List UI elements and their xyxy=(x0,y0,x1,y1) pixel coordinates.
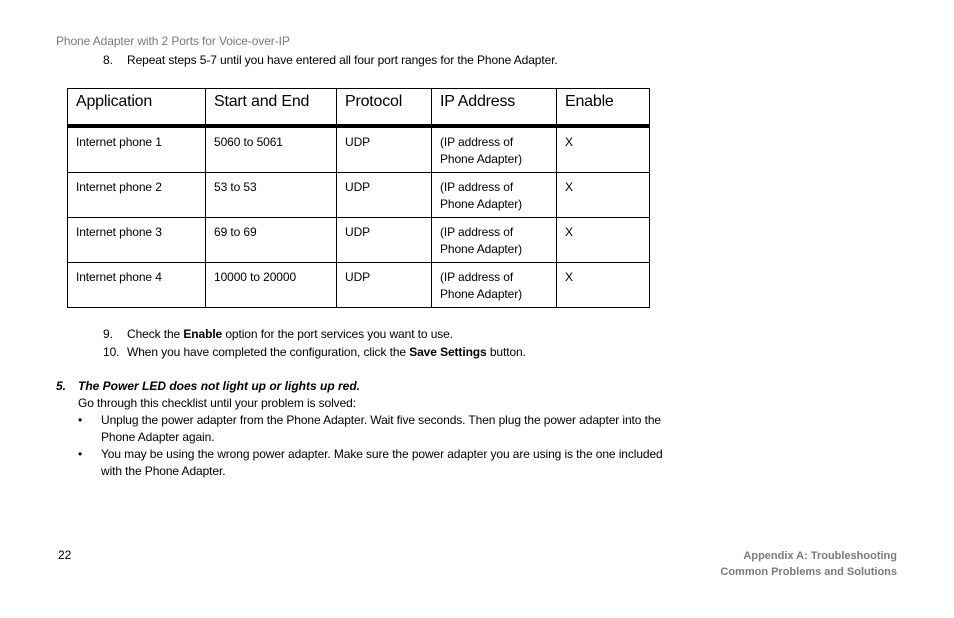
step-9 xyxy=(103,327,453,341)
table-header-row xyxy=(68,89,650,127)
cell-ip-address: (IP address of Phone Adapter) xyxy=(432,126,557,173)
problem-intro: Go through this checklist until your problem is solved: xyxy=(78,396,356,410)
table-row xyxy=(68,126,650,173)
cell-enable: X xyxy=(557,263,650,308)
column-header-ip-address: IP Address xyxy=(432,89,557,127)
table-row xyxy=(68,218,650,263)
problem-title: The Power LED does not light up or lights up red. xyxy=(78,379,360,393)
cell-start-end: 10000 to 20000 xyxy=(206,263,337,308)
cell-ip-address: (IP address of Phone Adapter) xyxy=(432,263,557,308)
cell-start-end: 53 to 53 xyxy=(206,173,337,218)
step-number: 10. xyxy=(103,345,120,359)
list-item-text: You may be using the wrong power adapter. Make sure the power adapter you are using is the one included with the Phone Adapter. xyxy=(101,447,663,478)
step-text-bold: Save Settings xyxy=(409,345,487,359)
cell-application: Internet phone 2 xyxy=(68,173,206,218)
footer-section: Common Problems and Solutions xyxy=(720,566,897,578)
cell-application: Internet phone 1 xyxy=(68,126,206,173)
cell-start-end: 69 to 69 xyxy=(206,218,337,263)
checklist xyxy=(78,412,678,480)
cell-ip-address: (IP address of Phone Adapter) xyxy=(432,218,557,263)
column-header-protocol: Protocol xyxy=(337,89,432,127)
table-row xyxy=(68,263,650,308)
step-text-post: option for the port services you want to use. xyxy=(222,327,453,341)
step-text-bold: Enable xyxy=(183,327,223,341)
bullet-icon: • xyxy=(78,413,83,427)
bullet-icon: • xyxy=(78,447,83,461)
list-item xyxy=(78,412,678,446)
cell-protocol: UDP xyxy=(337,263,432,308)
footer-chapter: Appendix A: Troubleshooting xyxy=(743,550,897,562)
cell-enable: X xyxy=(557,173,650,218)
step-number: 9. xyxy=(103,327,113,341)
port-range-table xyxy=(67,88,650,308)
page-number: 22 xyxy=(58,548,72,562)
cell-protocol: UDP xyxy=(337,173,432,218)
cell-protocol: UDP xyxy=(337,218,432,263)
cell-protocol: UDP xyxy=(337,126,432,173)
cell-enable: X xyxy=(557,218,650,263)
problem-heading xyxy=(56,379,360,393)
problem-number: 5. xyxy=(56,379,67,393)
running-footer xyxy=(720,548,897,580)
step-text-pre: Check the xyxy=(127,327,184,341)
running-header: Phone Adapter with 2 Ports for Voice-over-IP xyxy=(56,34,290,48)
step-8 xyxy=(103,53,558,67)
step-text-post: button. xyxy=(486,345,526,359)
cell-application: Internet phone 4 xyxy=(68,263,206,308)
step-text-pre: When you have completed the configuration, click the xyxy=(127,345,410,359)
column-header-start-end: Start and End xyxy=(206,89,337,127)
cell-start-end: 5060 to 5061 xyxy=(206,126,337,173)
list-item xyxy=(78,446,678,480)
step-10 xyxy=(103,345,526,359)
cell-application: Internet phone 3 xyxy=(68,218,206,263)
column-header-application: Application xyxy=(68,89,206,127)
step-number: 8. xyxy=(103,53,113,67)
list-item-text: Unplug the power adapter from the Phone Adapter. Wait five seconds. Then plug the power adapter into the Phone Adapter again. xyxy=(101,413,661,444)
cell-ip-address: (IP address of Phone Adapter) xyxy=(432,173,557,218)
cell-enable: X xyxy=(557,126,650,173)
table-row xyxy=(68,173,650,218)
column-header-enable: Enable xyxy=(557,89,650,127)
step-text: Repeat steps 5-7 until you have entered all four port ranges for the Phone Adapter. xyxy=(127,53,558,67)
